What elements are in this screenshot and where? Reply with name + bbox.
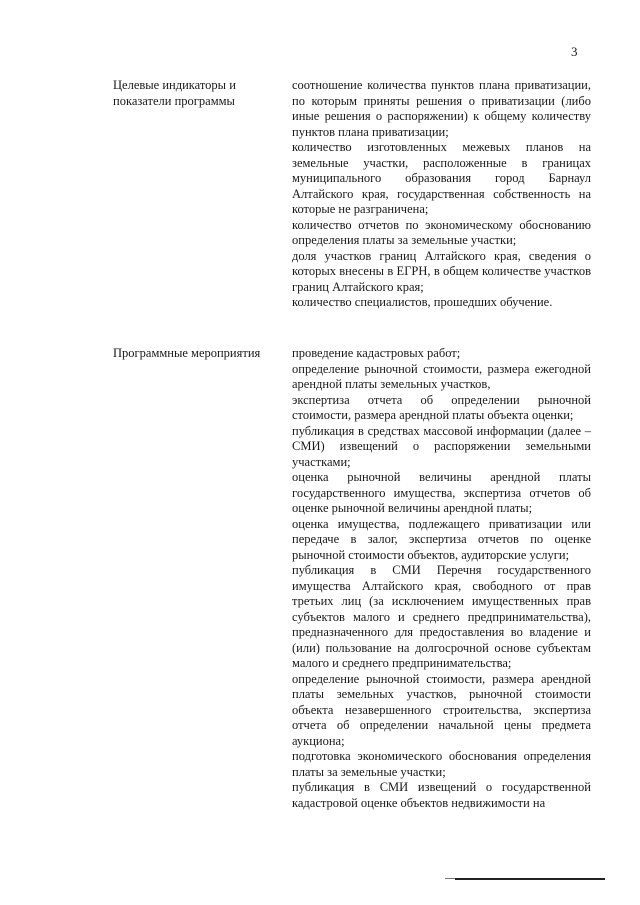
indicator-item: количество отчетов по экономическому обоснованию определения платы за земельные участки; [292,217,591,247]
activity-item: публикация в СМИ Перечня государственного имущества Алтайского края, свободного от прав третьих лиц (за исключением имущественных прав субъектов малого и среднего предпринимательства), предназначенного для предоставления во владение и (или) пользование на долгосрочной основе субъектам малого и среднего предпринимательства; [292,563,591,670]
indicator-item: количество изготовленных межевых планов на земельные участки, расположенные в границах муниципального образования город Барнаул Алтайского края, государственная собственность на которые не разграничена; [292,140,591,216]
indicator-item: соотношение количества пунктов плана приватизации, по которым приняты решения о приватизации (либо иные решения о распоряжении) к общему количеству пунктов плана приватизации; [292,78,591,139]
indicator-item: доля участков границ Алтайского края, сведения о которых внесены в ЕГРН, в общем количестве участков границ Алтайского края; [292,248,591,294]
section-content-program-activities [292,346,591,811]
indicator-item: количество специалистов, прошедших обучение. [292,295,553,309]
section-label-program-activities: Программные мероприятия [113,346,261,360]
activity-item: оценка имущества, подлежащего приватизации или передаче в залог, экспертиза отчетов по оценке рыночной стоимости объектов, аудиторские услуги; [292,516,591,562]
activity-item: проведение кадастровых работ; [292,346,461,360]
activity-item: оценка рыночной величины арендной платы государственного имущества, экспертиза отчетов об оценке рыночной величины арендной платы; [292,470,591,515]
activity-item: публикация в средствах массовой информации (далее – СМИ) извещений о распоряжении земельными участками; [292,423,591,469]
activity-item: определение рыночной стоимости, размера арендной платы земельных участков, рыночной стоимости объекта незавершенного строительства, экспертиза отчета об определении начальной цены предмета аукциона; [292,671,591,748]
section-content-target-indicators [292,78,591,311]
section-label-target-indicators: Целевые индикаторы и показатели программы [113,78,236,108]
activity-item: определение рыночной стоимости, размера ежегодной арендной платы земельных участков, [292,361,591,391]
page-number: 3 [571,44,578,59]
activity-item: экспертиза отчета об определении рыночной стоимости, размера арендной платы объекта оценки; [292,392,591,422]
footer-rule [455,878,605,880]
activity-item: публикация в СМИ извещений о государственной кадастровой оценке объектов недвижимости на [292,780,591,810]
activity-item: подготовка экономического обоснования определения платы за земельные участки; [292,749,591,779]
